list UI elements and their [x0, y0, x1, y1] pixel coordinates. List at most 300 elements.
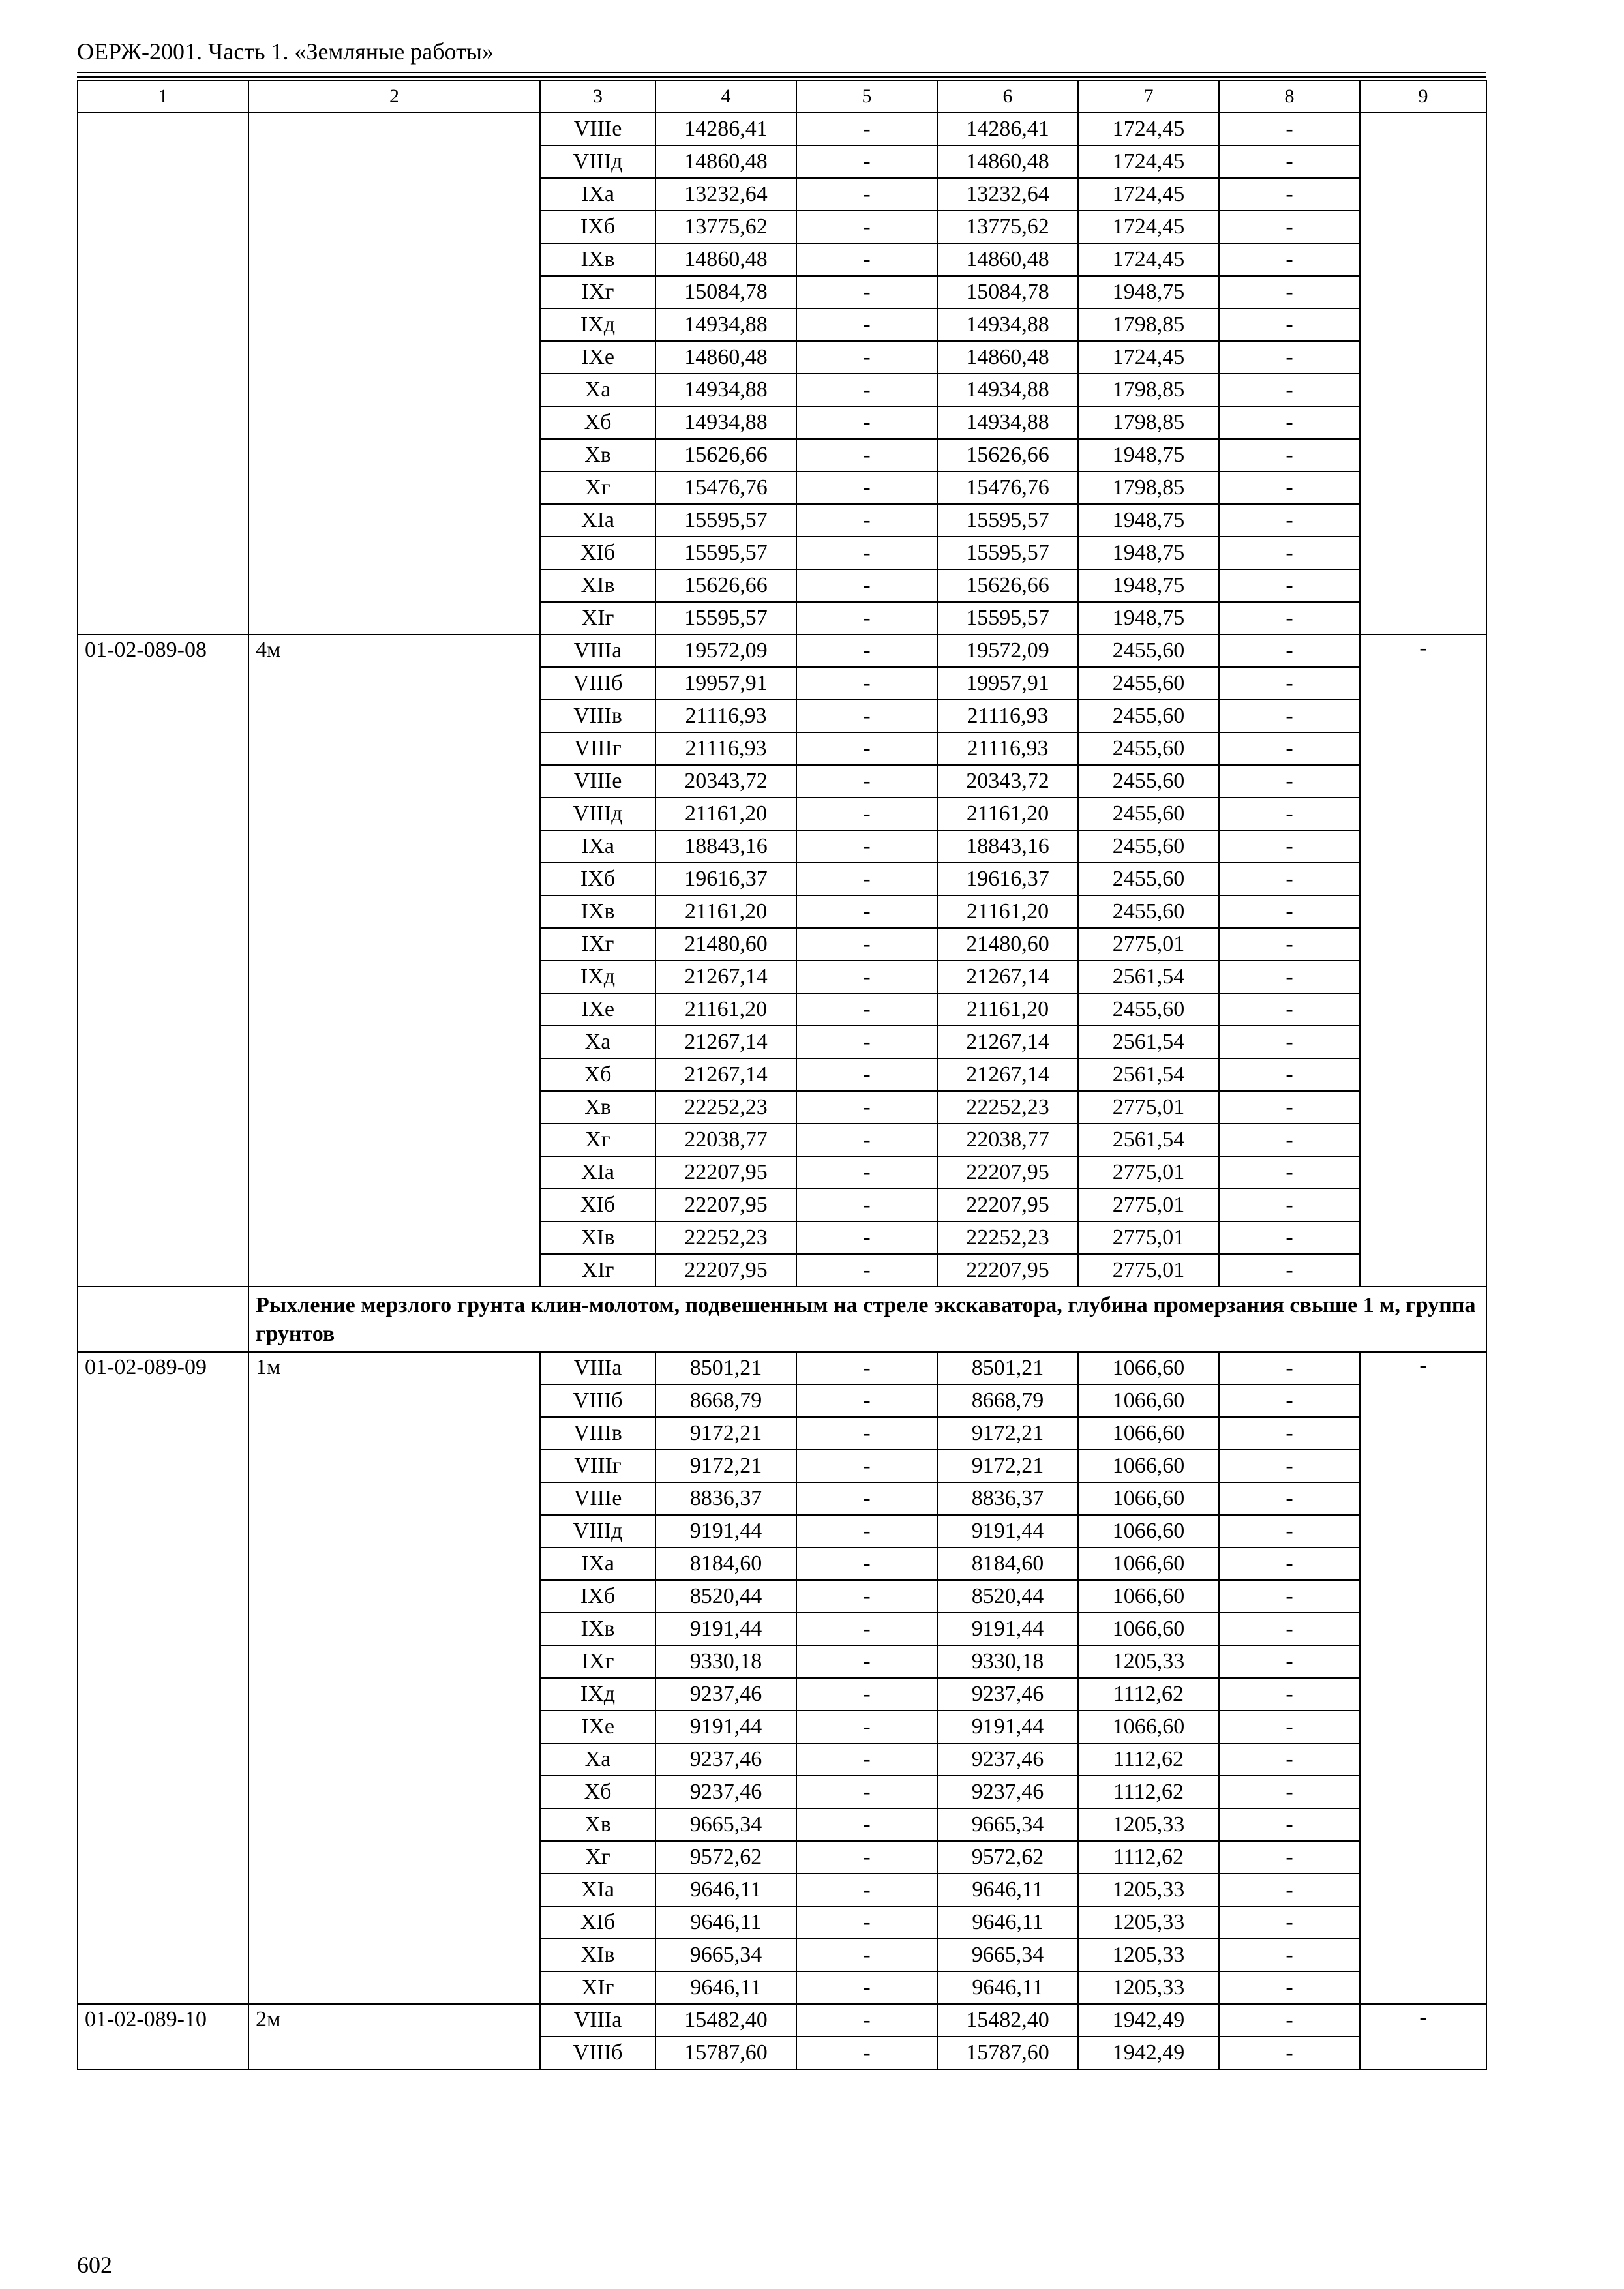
direct-cost-cell: 21267,14	[937, 961, 1078, 993]
soil-group-cell: IXб	[540, 863, 655, 895]
direct-cost-cell: 22252,23	[937, 1221, 1078, 1254]
direct-cost-cell: 9330,18	[937, 1645, 1078, 1678]
labor-cost-cell: 1205,33	[1078, 1874, 1219, 1906]
total-cost-cell: 14860,48	[655, 145, 796, 178]
soil-group-cell: Xб	[540, 406, 655, 439]
col5-cell: -	[796, 439, 937, 471]
direct-cost-cell: 14934,88	[937, 308, 1078, 341]
total-cost-cell: 9191,44	[655, 1613, 796, 1645]
col8-cell: -	[1219, 406, 1360, 439]
direct-cost-cell: 9665,34	[937, 1808, 1078, 1841]
labor-cost-cell: 2775,01	[1078, 1189, 1219, 1221]
col8-cell: -	[1219, 178, 1360, 211]
total-cost-cell: 15476,76	[655, 471, 796, 504]
direct-cost-cell: 9191,44	[937, 1515, 1078, 1548]
direct-cost-cell: 15595,57	[937, 537, 1078, 569]
labor-cost-cell: 2455,60	[1078, 765, 1219, 798]
labor-cost-cell: 1112,62	[1078, 1678, 1219, 1711]
direct-cost-cell: 9172,21	[937, 1417, 1078, 1450]
soil-group-cell: IXд	[540, 308, 655, 341]
col8-cell: -	[1219, 1971, 1360, 2004]
soil-group-cell: IXа	[540, 178, 655, 211]
col8-cell: -	[1219, 1874, 1360, 1906]
col5-cell: -	[796, 1482, 937, 1515]
direct-cost-cell: 8836,37	[937, 1482, 1078, 1515]
rate-name-cell: 1м	[248, 1352, 540, 2004]
total-cost-cell: 14860,48	[655, 341, 796, 374]
labor-cost-cell: 1724,45	[1078, 211, 1219, 243]
total-cost-cell: 21480,60	[655, 928, 796, 961]
labor-cost-cell: 1066,60	[1078, 1613, 1219, 1645]
col5-cell: -	[796, 863, 937, 895]
col8-cell: -	[1219, 961, 1360, 993]
column-number: 7	[1078, 80, 1219, 113]
col5-cell: -	[796, 830, 937, 863]
col8-cell: -	[1219, 830, 1360, 863]
soil-group-cell: VIIIа	[540, 635, 655, 667]
soil-group-cell: VIIIв	[540, 700, 655, 732]
total-cost-cell: 9665,34	[655, 1808, 796, 1841]
labor-cost-cell: 2455,60	[1078, 993, 1219, 1026]
direct-cost-cell: 15787,60	[937, 2037, 1078, 2069]
col5-cell: -	[796, 1124, 937, 1156]
total-cost-cell: 21161,20	[655, 798, 796, 830]
direct-cost-cell: 14286,41	[937, 113, 1078, 145]
labor-cost-cell: 2455,60	[1078, 635, 1219, 667]
col8-cell: -	[1219, 1711, 1360, 1743]
soil-group-cell: IXд	[540, 1678, 655, 1711]
soil-group-cell: VIIIе	[540, 113, 655, 145]
column-number-row	[78, 80, 1486, 113]
total-cost-cell: 15595,57	[655, 537, 796, 569]
rate-code-cell	[78, 113, 248, 635]
rate-name-cell	[248, 113, 540, 635]
total-cost-cell: 22038,77	[655, 1124, 796, 1156]
col8-cell: -	[1219, 1939, 1360, 1971]
col5-cell: -	[796, 308, 937, 341]
col5-cell: -	[796, 1156, 937, 1189]
labor-cost-cell: 1066,60	[1078, 1384, 1219, 1417]
direct-cost-cell: 9646,11	[937, 1906, 1078, 1939]
col8-cell: -	[1219, 145, 1360, 178]
soil-group-cell: XIв	[540, 1221, 655, 1254]
direct-cost-cell: 14860,48	[937, 341, 1078, 374]
soil-group-cell: VIIIг	[540, 732, 655, 765]
column-number: 5	[796, 80, 937, 113]
labor-cost-cell: 1942,49	[1078, 2004, 1219, 2037]
direct-cost-cell: 20343,72	[937, 765, 1078, 798]
direct-cost-cell: 21161,20	[937, 895, 1078, 928]
col8-cell: -	[1219, 471, 1360, 504]
labor-cost-cell: 1066,60	[1078, 1450, 1219, 1482]
col8-cell: -	[1219, 1743, 1360, 1776]
col8-cell: -	[1219, 1906, 1360, 1939]
column-number: 6	[937, 80, 1078, 113]
col5-cell: -	[796, 211, 937, 243]
col8-cell: -	[1219, 765, 1360, 798]
total-cost-cell: 9646,11	[655, 1971, 796, 2004]
soil-group-cell: XIб	[540, 537, 655, 569]
col8-cell: -	[1219, 243, 1360, 276]
total-cost-cell: 21161,20	[655, 993, 796, 1026]
total-cost-cell: 22252,23	[655, 1221, 796, 1254]
soil-group-cell: XIа	[540, 1156, 655, 1189]
col8-cell: -	[1219, 667, 1360, 700]
col8-cell: -	[1219, 1384, 1360, 1417]
col5-cell: -	[796, 1580, 937, 1613]
rate-code-cell: 01-02-089-09	[78, 1352, 248, 2004]
col8-cell: -	[1219, 993, 1360, 1026]
labor-cost-cell: 2455,60	[1078, 798, 1219, 830]
total-cost-cell: 21267,14	[655, 1026, 796, 1058]
total-cost-cell: 9665,34	[655, 1939, 796, 1971]
labor-cost-cell: 1724,45	[1078, 145, 1219, 178]
direct-cost-cell: 21116,93	[937, 700, 1078, 732]
labor-cost-cell: 1948,75	[1078, 569, 1219, 602]
col8-cell: -	[1219, 1189, 1360, 1221]
col5-cell: -	[796, 1808, 937, 1841]
labor-cost-cell: 1112,62	[1078, 1841, 1219, 1874]
column-number: 2	[248, 80, 540, 113]
rate-code-cell: 01-02-089-08	[78, 635, 248, 1287]
total-cost-cell: 8836,37	[655, 1482, 796, 1515]
col5-cell: -	[796, 1384, 937, 1417]
direct-cost-cell: 15482,40	[937, 2004, 1078, 2037]
direct-cost-cell: 21267,14	[937, 1058, 1078, 1091]
col8-cell: -	[1219, 1645, 1360, 1678]
labor-cost-cell: 1066,60	[1078, 1580, 1219, 1613]
col8-cell: -	[1219, 1352, 1360, 1384]
column-number: 8	[1219, 80, 1360, 113]
column-number: 3	[540, 80, 655, 113]
col5-cell: -	[796, 243, 937, 276]
col5-cell: -	[796, 928, 937, 961]
col5-cell: -	[796, 1874, 937, 1906]
total-cost-cell: 13775,62	[655, 211, 796, 243]
col8-cell: -	[1219, 1450, 1360, 1482]
labor-cost-cell: 2561,54	[1078, 1026, 1219, 1058]
header-rule	[77, 76, 1486, 78]
soil-group-cell: IXе	[540, 341, 655, 374]
total-cost-cell: 21267,14	[655, 961, 796, 993]
direct-cost-cell: 9665,34	[937, 1939, 1078, 1971]
total-cost-cell: 21116,93	[655, 732, 796, 765]
running-header: ОЕРЖ-2001. Часть 1. «Земляные работы»	[77, 38, 494, 65]
labor-cost-cell: 1066,60	[1078, 1482, 1219, 1515]
labor-cost-cell: 2561,54	[1078, 1058, 1219, 1091]
col8-cell: -	[1219, 928, 1360, 961]
col5-cell: -	[796, 1352, 937, 1384]
labor-cost-cell: 1942,49	[1078, 2037, 1219, 2069]
col5-cell: -	[796, 1971, 937, 2004]
soil-group-cell: VIIIа	[540, 2004, 655, 2037]
direct-cost-cell: 9646,11	[937, 1971, 1078, 2004]
soil-group-cell: Xг	[540, 1124, 655, 1156]
soil-group-cell: XIб	[540, 1189, 655, 1221]
labor-cost-cell: 1066,60	[1078, 1548, 1219, 1580]
direct-cost-cell: 9237,46	[937, 1743, 1078, 1776]
direct-cost-cell: 9572,62	[937, 1841, 1078, 1874]
col5-cell: -	[796, 113, 937, 145]
soil-group-cell: Xв	[540, 1808, 655, 1841]
total-cost-cell: 14860,48	[655, 243, 796, 276]
direct-cost-cell: 21480,60	[937, 928, 1078, 961]
total-cost-cell: 19572,09	[655, 635, 796, 667]
col5-cell: -	[796, 537, 937, 569]
col8-cell: -	[1219, 1254, 1360, 1287]
direct-cost-cell: 9237,46	[937, 1776, 1078, 1808]
col9-cell	[1360, 113, 1486, 635]
col8-cell: -	[1219, 537, 1360, 569]
col8-cell: -	[1219, 1580, 1360, 1613]
total-cost-cell: 14934,88	[655, 374, 796, 406]
total-cost-cell: 15626,66	[655, 439, 796, 471]
table-row	[78, 113, 1486, 145]
col8-cell: -	[1219, 1482, 1360, 1515]
col8-cell: -	[1219, 569, 1360, 602]
soil-group-cell: IXа	[540, 1548, 655, 1580]
soil-group-cell: IXг	[540, 1645, 655, 1678]
col8-cell: -	[1219, 1613, 1360, 1645]
direct-cost-cell: 9237,46	[937, 1678, 1078, 1711]
total-cost-cell: 8520,44	[655, 1580, 796, 1613]
direct-cost-cell: 15626,66	[937, 439, 1078, 471]
labor-cost-cell: 2775,01	[1078, 1221, 1219, 1254]
col5-cell: -	[796, 2004, 937, 2037]
col8-cell: -	[1219, 700, 1360, 732]
labor-cost-cell: 1798,85	[1078, 406, 1219, 439]
col5-cell: -	[796, 1678, 937, 1711]
total-cost-cell: 21116,93	[655, 700, 796, 732]
direct-cost-cell: 14860,48	[937, 243, 1078, 276]
rate-code-cell: 01-02-089-10	[78, 2004, 248, 2069]
soil-group-cell: Xв	[540, 439, 655, 471]
soil-group-cell: Xг	[540, 1841, 655, 1874]
total-cost-cell: 9237,46	[655, 1776, 796, 1808]
rates-table	[77, 80, 1487, 2070]
col8-cell: -	[1219, 341, 1360, 374]
direct-cost-cell: 19616,37	[937, 863, 1078, 895]
direct-cost-cell: 8184,60	[937, 1548, 1078, 1580]
soil-group-cell: IXг	[540, 928, 655, 961]
direct-cost-cell: 21116,93	[937, 732, 1078, 765]
direct-cost-cell: 22207,95	[937, 1189, 1078, 1221]
col8-cell: -	[1219, 2004, 1360, 2037]
direct-cost-cell: 15626,66	[937, 569, 1078, 602]
soil-group-cell: VIIIа	[540, 1352, 655, 1384]
labor-cost-cell: 1066,60	[1078, 1711, 1219, 1743]
labor-cost-cell: 1724,45	[1078, 341, 1219, 374]
col8-cell: -	[1219, 504, 1360, 537]
soil-group-cell: VIIIд	[540, 145, 655, 178]
labor-cost-cell: 1205,33	[1078, 1645, 1219, 1678]
rate-name-cell: 4м	[248, 635, 540, 1287]
total-cost-cell: 15482,40	[655, 2004, 796, 2037]
labor-cost-cell: 1724,45	[1078, 178, 1219, 211]
column-number: 9	[1360, 80, 1486, 113]
total-cost-cell: 15595,57	[655, 504, 796, 537]
total-cost-cell: 22207,95	[655, 1156, 796, 1189]
col5-cell: -	[796, 1776, 937, 1808]
direct-cost-cell: 22038,77	[937, 1124, 1078, 1156]
labor-cost-cell: 1948,75	[1078, 439, 1219, 471]
col5-cell: -	[796, 1515, 937, 1548]
col8-cell: -	[1219, 276, 1360, 308]
direct-cost-cell: 9172,21	[937, 1450, 1078, 1482]
direct-cost-cell: 15476,76	[937, 471, 1078, 504]
labor-cost-cell: 2775,01	[1078, 1254, 1219, 1287]
labor-cost-cell: 1066,60	[1078, 1352, 1219, 1384]
direct-cost-cell: 14860,48	[937, 145, 1078, 178]
labor-cost-cell: 1948,75	[1078, 504, 1219, 537]
labor-cost-cell: 2561,54	[1078, 961, 1219, 993]
col5-cell: -	[796, 471, 937, 504]
soil-group-cell: XIг	[540, 1254, 655, 1287]
col9-cell: -	[1360, 2004, 1486, 2069]
total-cost-cell: 15787,60	[655, 2037, 796, 2069]
col5-cell: -	[796, 1221, 937, 1254]
soil-group-cell: VIIIе	[540, 765, 655, 798]
soil-group-cell: IXв	[540, 895, 655, 928]
col5-cell: -	[796, 2037, 937, 2069]
labor-cost-cell: 1798,85	[1078, 308, 1219, 341]
soil-group-cell: IXв	[540, 1613, 655, 1645]
labor-cost-cell: 1948,75	[1078, 537, 1219, 569]
soil-group-cell: Xа	[540, 374, 655, 406]
soil-group-cell: IXб	[540, 1580, 655, 1613]
total-cost-cell: 9172,21	[655, 1417, 796, 1450]
labor-cost-cell: 1724,45	[1078, 113, 1219, 145]
direct-cost-cell: 21161,20	[937, 798, 1078, 830]
col5-cell: -	[796, 341, 937, 374]
total-cost-cell: 22252,23	[655, 1091, 796, 1124]
direct-cost-cell: 22207,95	[937, 1156, 1078, 1189]
total-cost-cell: 8184,60	[655, 1548, 796, 1580]
col5-cell: -	[796, 1906, 937, 1939]
col8-cell: -	[1219, 374, 1360, 406]
col8-cell: -	[1219, 1417, 1360, 1450]
col8-cell: -	[1219, 1124, 1360, 1156]
soil-group-cell: VIIIб	[540, 667, 655, 700]
soil-group-cell: VIIIб	[540, 2037, 655, 2069]
total-cost-cell: 15626,66	[655, 569, 796, 602]
col8-cell: -	[1219, 1091, 1360, 1124]
col9-cell: -	[1360, 635, 1486, 1287]
total-cost-cell: 21267,14	[655, 1058, 796, 1091]
col5-cell: -	[796, 1548, 937, 1580]
direct-cost-cell: 19572,09	[937, 635, 1078, 667]
col8-cell: -	[1219, 2037, 1360, 2069]
soil-group-cell: VIIIв	[540, 1417, 655, 1450]
labor-cost-cell: 1948,75	[1078, 602, 1219, 635]
labor-cost-cell: 2455,60	[1078, 895, 1219, 928]
labor-cost-cell: 1205,33	[1078, 1939, 1219, 1971]
total-cost-cell: 15084,78	[655, 276, 796, 308]
col8-cell: -	[1219, 602, 1360, 635]
soil-group-cell: XIг	[540, 1971, 655, 2004]
col5-cell: -	[796, 1026, 937, 1058]
soil-group-cell: IXа	[540, 830, 655, 863]
labor-cost-cell: 1798,85	[1078, 374, 1219, 406]
column-number: 1	[78, 80, 248, 113]
col5-cell: -	[796, 504, 937, 537]
soil-group-cell: IXв	[540, 243, 655, 276]
total-cost-cell: 13232,64	[655, 178, 796, 211]
col5-cell: -	[796, 895, 937, 928]
total-cost-cell: 9237,46	[655, 1743, 796, 1776]
labor-cost-cell: 1948,75	[1078, 276, 1219, 308]
soil-group-cell: XIг	[540, 602, 655, 635]
direct-cost-cell: 15084,78	[937, 276, 1078, 308]
direct-cost-cell: 15595,57	[937, 504, 1078, 537]
section-row	[78, 1287, 1486, 1352]
col5-cell: -	[796, 1841, 937, 1874]
labor-cost-cell: 1066,60	[1078, 1417, 1219, 1450]
soil-group-cell: IXд	[540, 961, 655, 993]
labor-cost-cell: 2775,01	[1078, 1091, 1219, 1124]
direct-cost-cell: 14934,88	[937, 374, 1078, 406]
total-cost-cell: 18843,16	[655, 830, 796, 863]
col8-cell: -	[1219, 635, 1360, 667]
table-row	[78, 2004, 1486, 2037]
soil-group-cell: XIв	[540, 569, 655, 602]
direct-cost-cell: 15595,57	[937, 602, 1078, 635]
page-number: 602	[77, 2252, 112, 2278]
labor-cost-cell: 1112,62	[1078, 1776, 1219, 1808]
labor-cost-cell: 1724,45	[1078, 243, 1219, 276]
col5-cell: -	[796, 374, 937, 406]
col5-cell: -	[796, 1613, 937, 1645]
section-title: Рыхление мерзлого грунта клин-молотом, подвешенным на стреле экскаватора, глубина промерзания свыше 1 м, группа грунтов	[248, 1287, 1486, 1352]
labor-cost-cell: 1205,33	[1078, 1971, 1219, 2004]
soil-group-cell: VIIIг	[540, 1450, 655, 1482]
soil-group-cell: XIб	[540, 1906, 655, 1939]
direct-cost-cell: 8501,21	[937, 1352, 1078, 1384]
direct-cost-cell: 22252,23	[937, 1091, 1078, 1124]
total-cost-cell: 9237,46	[655, 1678, 796, 1711]
soil-group-cell: XIа	[540, 1874, 655, 1906]
direct-cost-cell: 21161,20	[937, 993, 1078, 1026]
total-cost-cell: 22207,95	[655, 1189, 796, 1221]
soil-group-cell: Xб	[540, 1058, 655, 1091]
soil-group-cell: VIIIе	[540, 1482, 655, 1515]
labor-cost-cell: 2455,60	[1078, 700, 1219, 732]
direct-cost-cell: 13232,64	[937, 178, 1078, 211]
col8-cell: -	[1219, 863, 1360, 895]
col5-cell: -	[796, 1091, 937, 1124]
direct-cost-cell: 19957,91	[937, 667, 1078, 700]
rate-name-cell: 2м	[248, 2004, 540, 2069]
col5-cell: -	[796, 798, 937, 830]
soil-group-cell: IXе	[540, 993, 655, 1026]
col8-cell: -	[1219, 798, 1360, 830]
total-cost-cell: 14934,88	[655, 308, 796, 341]
section-blank-cell	[78, 1287, 248, 1352]
labor-cost-cell: 1066,60	[1078, 1515, 1219, 1548]
col5-cell: -	[796, 635, 937, 667]
soil-group-cell: VIIIд	[540, 798, 655, 830]
header-rule	[77, 72, 1486, 73]
col8-cell: -	[1219, 211, 1360, 243]
col5-cell: -	[796, 700, 937, 732]
col8-cell: -	[1219, 308, 1360, 341]
col8-cell: -	[1219, 1808, 1360, 1841]
labor-cost-cell: 2775,01	[1078, 1156, 1219, 1189]
soil-group-cell: Xб	[540, 1776, 655, 1808]
col8-cell: -	[1219, 1776, 1360, 1808]
direct-cost-cell: 21267,14	[937, 1026, 1078, 1058]
total-cost-cell: 9646,11	[655, 1906, 796, 1939]
